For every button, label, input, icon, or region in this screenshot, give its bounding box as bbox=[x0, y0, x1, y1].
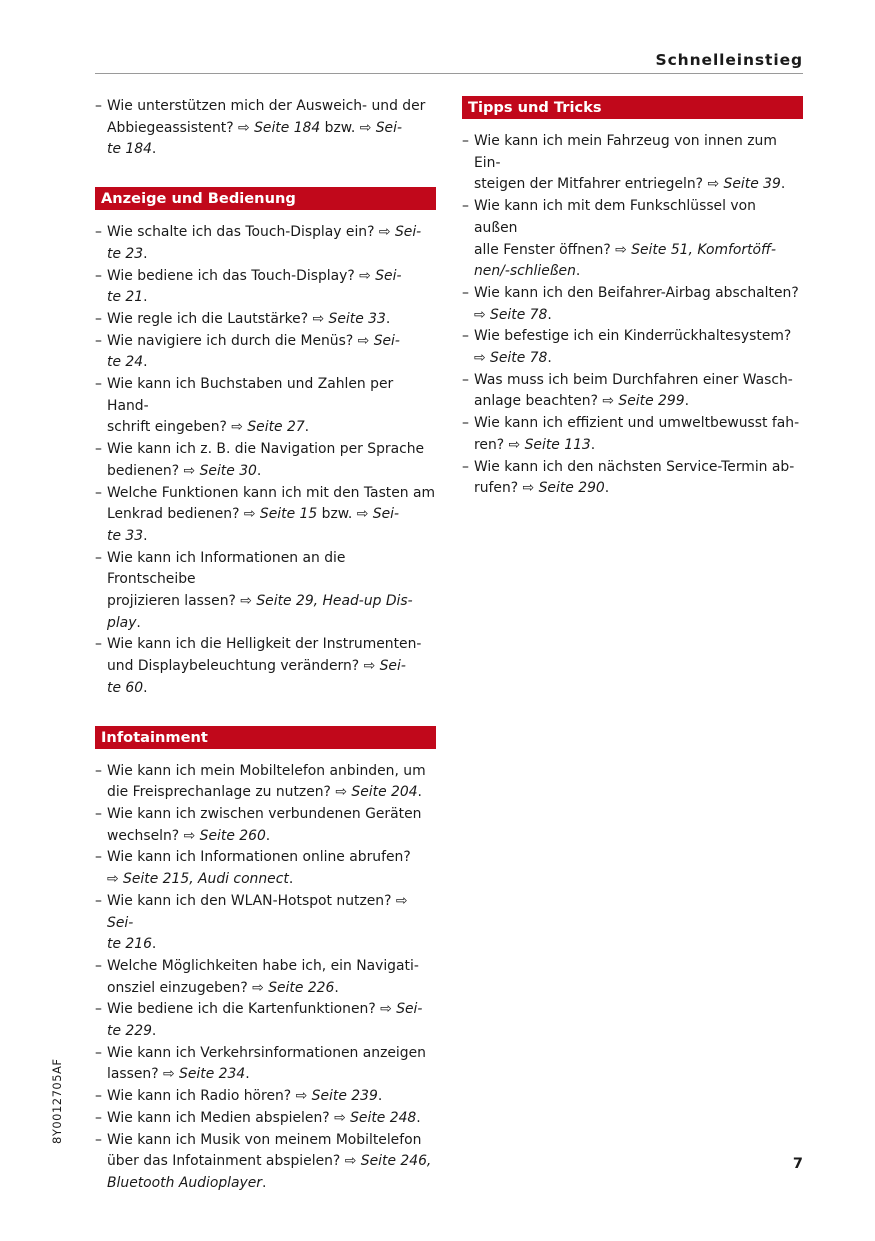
list-item bbox=[462, 326, 803, 369]
question-text: schrift eingeben? bbox=[107, 419, 232, 436]
punctuation: . bbox=[604, 480, 610, 497]
text-line bbox=[107, 287, 436, 309]
text-line bbox=[474, 174, 803, 196]
question-text: Wie kann ich den Beifahrer-Airbag abschalten? bbox=[474, 284, 799, 301]
page-reference-link[interactable]: ⇨ Seite 39 bbox=[707, 176, 781, 193]
text-line bbox=[107, 222, 436, 244]
page-reference-link[interactable]: play bbox=[107, 614, 137, 631]
text-line bbox=[107, 266, 436, 288]
punctuation: . bbox=[590, 436, 596, 453]
text-line bbox=[107, 956, 436, 978]
question-text: über das Infotainment abspielen? bbox=[107, 1153, 345, 1170]
page-reference-link[interactable]: te 184 bbox=[107, 141, 152, 158]
question-text: Wie kann ich mit dem Funkschlüssel von außen bbox=[474, 198, 756, 236]
text-line bbox=[107, 934, 436, 956]
text-line bbox=[107, 1086, 436, 1108]
list-item bbox=[462, 131, 803, 196]
text-line bbox=[107, 439, 436, 461]
list-item bbox=[462, 196, 803, 283]
question-text: wechseln? bbox=[107, 827, 184, 844]
page-reference-link[interactable]: ⇨ Sei- bbox=[378, 224, 422, 241]
question-list bbox=[95, 96, 436, 161]
page-reference-link[interactable]: te 24 bbox=[107, 354, 144, 371]
page-reference-link[interactable]: ⇨ Sei- bbox=[357, 332, 400, 349]
text-line bbox=[107, 1064, 436, 1086]
question-text: Wie unterstützen mich der Ausweich- und der bbox=[107, 98, 426, 114]
list-item bbox=[95, 331, 436, 374]
punctuation: . bbox=[151, 1023, 157, 1040]
text-line bbox=[474, 391, 803, 413]
question-text: und Displaybeleuchtung verändern? bbox=[107, 658, 364, 675]
text-line bbox=[107, 804, 436, 826]
punctuation: . bbox=[780, 176, 786, 193]
question-text: rufen? bbox=[474, 480, 523, 497]
text-line bbox=[474, 326, 803, 348]
text-line bbox=[474, 196, 803, 239]
question-text: Abbiegeassistent? bbox=[107, 119, 239, 136]
page-reference-link[interactable]: ⇨ Seite 33 bbox=[312, 310, 386, 327]
question-text: Wie kann ich Radio hören? bbox=[107, 1088, 296, 1105]
question-text: alle Fenster öffnen? bbox=[474, 241, 616, 258]
text-line bbox=[474, 348, 803, 370]
text-line bbox=[474, 413, 803, 435]
text-line bbox=[474, 457, 803, 479]
question-list bbox=[462, 131, 803, 500]
list-item bbox=[95, 999, 436, 1042]
page-reference-link[interactable]: te 229 bbox=[107, 1023, 152, 1040]
question-text: Wie regle ich die Lautstärke? bbox=[107, 310, 313, 327]
question-text: Lenkrad bedienen? bbox=[107, 506, 244, 523]
page-reference-link[interactable]: ⇨ Seite 78 bbox=[474, 306, 548, 323]
question-text: Wie kann ich effizient und umweltbewusst fah- bbox=[474, 415, 800, 432]
list-item bbox=[462, 413, 803, 456]
punctuation: . bbox=[151, 141, 157, 158]
list-item bbox=[95, 634, 436, 699]
punctuation: . bbox=[136, 614, 141, 631]
text-line bbox=[474, 261, 803, 283]
page-reference-link[interactable]: nen/-schließen bbox=[474, 263, 576, 280]
page-reference-link[interactable]: ⇨ Seite 234 bbox=[162, 1066, 246, 1083]
list-item bbox=[95, 309, 436, 331]
text-line bbox=[107, 782, 436, 804]
page-reference-link[interactable]: ⇨ Sei- bbox=[356, 506, 399, 523]
question-text: Wie navigiere ich durch die Menüs? bbox=[107, 332, 358, 349]
list-item bbox=[95, 956, 436, 999]
question-text: ren? bbox=[474, 436, 509, 453]
list-item bbox=[95, 1108, 436, 1130]
list-item bbox=[95, 1130, 436, 1195]
text-line bbox=[107, 656, 436, 678]
punctuation: . bbox=[143, 527, 148, 544]
punctuation: . bbox=[265, 827, 271, 844]
page-reference-link[interactable]: te 60 bbox=[107, 679, 144, 696]
question-text: Wie kann ich Musik von meinem Mobiltelefon bbox=[107, 1131, 422, 1148]
page-reference-link[interactable]: ⇨ Seite 248 bbox=[334, 1109, 417, 1126]
question-text: lassen? bbox=[107, 1066, 163, 1083]
page-reference-link[interactable]: te 216 bbox=[107, 936, 152, 953]
chapter-title: Schnelleinstieg bbox=[655, 51, 803, 69]
punctuation: . bbox=[417, 784, 422, 801]
text-line bbox=[107, 1173, 436, 1195]
text-line bbox=[107, 613, 436, 635]
text-line bbox=[107, 548, 436, 591]
list-item bbox=[95, 761, 436, 804]
text-line bbox=[107, 331, 436, 353]
list-item bbox=[462, 370, 803, 413]
question-text: projizieren lassen? bbox=[107, 593, 241, 610]
question-list bbox=[95, 222, 436, 699]
punctuation: . bbox=[575, 263, 581, 280]
question-text: Wie kann ich zwischen verbundenen Geräten bbox=[107, 805, 422, 822]
question-text: Wie bediene ich das Touch-Display? bbox=[107, 267, 360, 284]
text-line bbox=[107, 591, 436, 613]
punctuation: . bbox=[143, 354, 148, 371]
list-item bbox=[462, 283, 803, 326]
question-text: Wie kann ich den WLAN-Hotspot nutzen? bbox=[107, 892, 396, 909]
list-item bbox=[95, 891, 436, 956]
page-reference-link[interactable]: ⇨ Sei- bbox=[359, 119, 402, 136]
question-text: die Freisprechanlage zu nutzen? bbox=[107, 784, 336, 801]
question-text: Wie kann ich den nächsten Service-Termin ab- bbox=[474, 458, 795, 475]
list-item bbox=[95, 266, 436, 309]
text-line bbox=[107, 96, 436, 118]
text-line bbox=[107, 847, 436, 869]
section-heading: Anzeige und Bedienung bbox=[95, 187, 436, 210]
page-reference-link[interactable]: ⇨ Seite 239 bbox=[295, 1088, 378, 1105]
text-line bbox=[107, 1130, 436, 1152]
text-line bbox=[107, 761, 436, 783]
page-reference-link[interactable]: ⇨ Seite 246, bbox=[344, 1153, 432, 1170]
page-reference-link[interactable]: ⇨ Seite 299 bbox=[602, 393, 685, 410]
page-reference-link[interactable]: ⇨ Seite 204 bbox=[335, 784, 418, 801]
text-line bbox=[107, 244, 436, 266]
page-reference-link[interactable]: ⇨ Seite 113 bbox=[508, 436, 591, 453]
header-divider bbox=[95, 73, 803, 74]
text-line bbox=[107, 374, 436, 417]
list-item bbox=[95, 96, 436, 161]
text-line bbox=[107, 1043, 436, 1065]
page-reference-link[interactable]: ⇨ Seite 51, Komfortöff- bbox=[615, 241, 777, 258]
text-line bbox=[107, 678, 436, 700]
text-line bbox=[474, 435, 803, 457]
text-line bbox=[107, 139, 436, 161]
text-line bbox=[107, 1108, 436, 1130]
question-text: Wie kann ich Medien abspielen? bbox=[107, 1109, 335, 1126]
page-reference-link[interactable]: ⇨ Seite 260 bbox=[183, 827, 266, 844]
question-text: anlage beachten? bbox=[474, 393, 603, 410]
list-item bbox=[95, 439, 436, 482]
page-reference-link[interactable]: ⇨ Seite 15 bbox=[243, 506, 318, 523]
document-code: 8Y0012705AF bbox=[50, 1058, 64, 1144]
page-number: 7 bbox=[792, 1156, 803, 1172]
page-reference-link[interactable]: te 23 bbox=[107, 245, 144, 262]
page-reference-link[interactable]: ⇨ Seite 215, Audi connect bbox=[107, 871, 289, 888]
question-text: Wie kann ich mein Fahrzeug von innen zum Ein- bbox=[474, 133, 777, 171]
section-heading: Tipps und Tricks bbox=[462, 96, 803, 119]
page-reference-link[interactable]: ⇨ Seite 27 bbox=[231, 419, 305, 436]
punctuation: . bbox=[143, 679, 148, 696]
question-list bbox=[95, 761, 436, 1195]
page-reference-link[interactable]: ⇨ Seite 184 bbox=[238, 119, 321, 136]
question-text: Wie kann ich die Helligkeit der Instrumenten- bbox=[107, 636, 422, 653]
question-text: bedienen? bbox=[107, 462, 184, 479]
question-text: Wie bediene ich die Kartenfunktionen? bbox=[107, 1001, 381, 1018]
question-text: Was muss ich beim Durchfahren einer Wasch- bbox=[474, 371, 793, 388]
text-line bbox=[107, 309, 436, 331]
text-line bbox=[107, 891, 436, 934]
text-line bbox=[474, 305, 803, 327]
punctuation: . bbox=[334, 979, 339, 996]
punctuation: . bbox=[245, 1066, 250, 1083]
punctuation: . bbox=[684, 393, 689, 410]
question-text: Wie kann ich Verkehrsinformationen anzeigen bbox=[107, 1044, 426, 1061]
text-line bbox=[107, 1021, 436, 1043]
list-item bbox=[95, 1086, 436, 1108]
punctuation: . bbox=[416, 1109, 421, 1126]
question-text: Wie kann ich Informationen online abrufen? bbox=[107, 849, 411, 866]
punctuation: . bbox=[256, 462, 262, 479]
page-reference-link[interactable]: ⇨ Seite 290 bbox=[522, 480, 605, 497]
section-heading: Infotainment bbox=[95, 726, 436, 749]
page-reference-link[interactable]: te 21 bbox=[107, 289, 144, 306]
text-line bbox=[474, 370, 803, 392]
text-line bbox=[107, 504, 436, 526]
punctuation: bzw. bbox=[320, 119, 360, 136]
list-item bbox=[462, 457, 803, 500]
page-reference-link[interactable]: te 33 bbox=[107, 527, 144, 544]
list-item bbox=[95, 548, 436, 635]
punctuation: . bbox=[547, 350, 552, 367]
page-reference-link[interactable]: ⇨ Seite 78 bbox=[474, 350, 548, 367]
question-text: Welche Möglichkeiten habe ich, ein Navigati- bbox=[107, 957, 419, 974]
punctuation: . bbox=[304, 419, 310, 436]
text-line bbox=[107, 1151, 436, 1173]
text-line bbox=[107, 417, 436, 439]
text-line bbox=[474, 478, 803, 500]
punctuation: . bbox=[288, 871, 294, 888]
text-line bbox=[107, 483, 436, 505]
text-line bbox=[107, 978, 436, 1000]
punctuation: . bbox=[151, 936, 157, 953]
punctuation: . bbox=[547, 306, 552, 323]
list-item bbox=[95, 847, 436, 890]
right-column bbox=[462, 96, 803, 500]
text-line bbox=[474, 240, 803, 262]
list-item bbox=[95, 483, 436, 548]
punctuation: . bbox=[385, 310, 391, 327]
punctuation: bzw. bbox=[317, 506, 357, 523]
question-text: Wie kann ich mein Mobiltelefon anbinden, um bbox=[107, 762, 426, 779]
text-line bbox=[107, 826, 436, 848]
question-text: onsziel einzugeben? bbox=[107, 979, 253, 996]
question-text: Wie kann ich Buchstaben und Zahlen per Hand- bbox=[107, 376, 394, 414]
text-line bbox=[107, 461, 436, 483]
page-reference-link[interactable]: ⇨ Sei- bbox=[363, 658, 406, 675]
page-reference-link[interactable]: ⇨ Seite 226 bbox=[252, 979, 335, 996]
question-text: Wie kann ich z. B. die Navigation per Sprache bbox=[107, 441, 425, 458]
page-reference-link[interactable]: ⇨ Sei- bbox=[359, 267, 402, 284]
question-text: steigen der Mitfahrer entriegeln? bbox=[474, 176, 708, 193]
left-column bbox=[95, 96, 436, 1195]
punctuation: . bbox=[143, 245, 148, 262]
text-line bbox=[107, 526, 436, 548]
page-reference-link[interactable]: ⇨ Sei- bbox=[107, 892, 408, 931]
page-reference-link[interactable]: ⇨ Sei- bbox=[380, 1001, 423, 1018]
text-line bbox=[107, 352, 436, 374]
text-line bbox=[107, 634, 436, 656]
list-item bbox=[95, 374, 436, 439]
list-item bbox=[95, 1043, 436, 1086]
text-line bbox=[474, 283, 803, 305]
punctuation: . bbox=[377, 1088, 383, 1105]
question-text: Wie schalte ich das Touch-Display ein? bbox=[107, 224, 379, 241]
question-text: Wie kann ich Informationen an die Frontscheibe bbox=[107, 549, 346, 588]
question-text: Welche Funktionen kann ich mit den Tasten am bbox=[107, 484, 436, 501]
punctuation: . bbox=[262, 1174, 267, 1191]
page-reference-link[interactable]: ⇨ Seite 29, Head-up Dis- bbox=[240, 593, 413, 610]
page-reference-link[interactable]: ⇨ Seite 30 bbox=[183, 462, 257, 479]
text-line bbox=[474, 131, 803, 174]
punctuation: . bbox=[143, 289, 148, 306]
text-line bbox=[107, 869, 436, 891]
text-line bbox=[107, 118, 436, 140]
list-item bbox=[95, 804, 436, 847]
page-reference-link[interactable]: Bluetooth Audioplayer bbox=[107, 1174, 262, 1191]
text-line bbox=[107, 999, 436, 1021]
question-text: Wie befestige ich ein Kinderrückhaltesystem? bbox=[474, 328, 792, 345]
list-item bbox=[95, 222, 436, 265]
